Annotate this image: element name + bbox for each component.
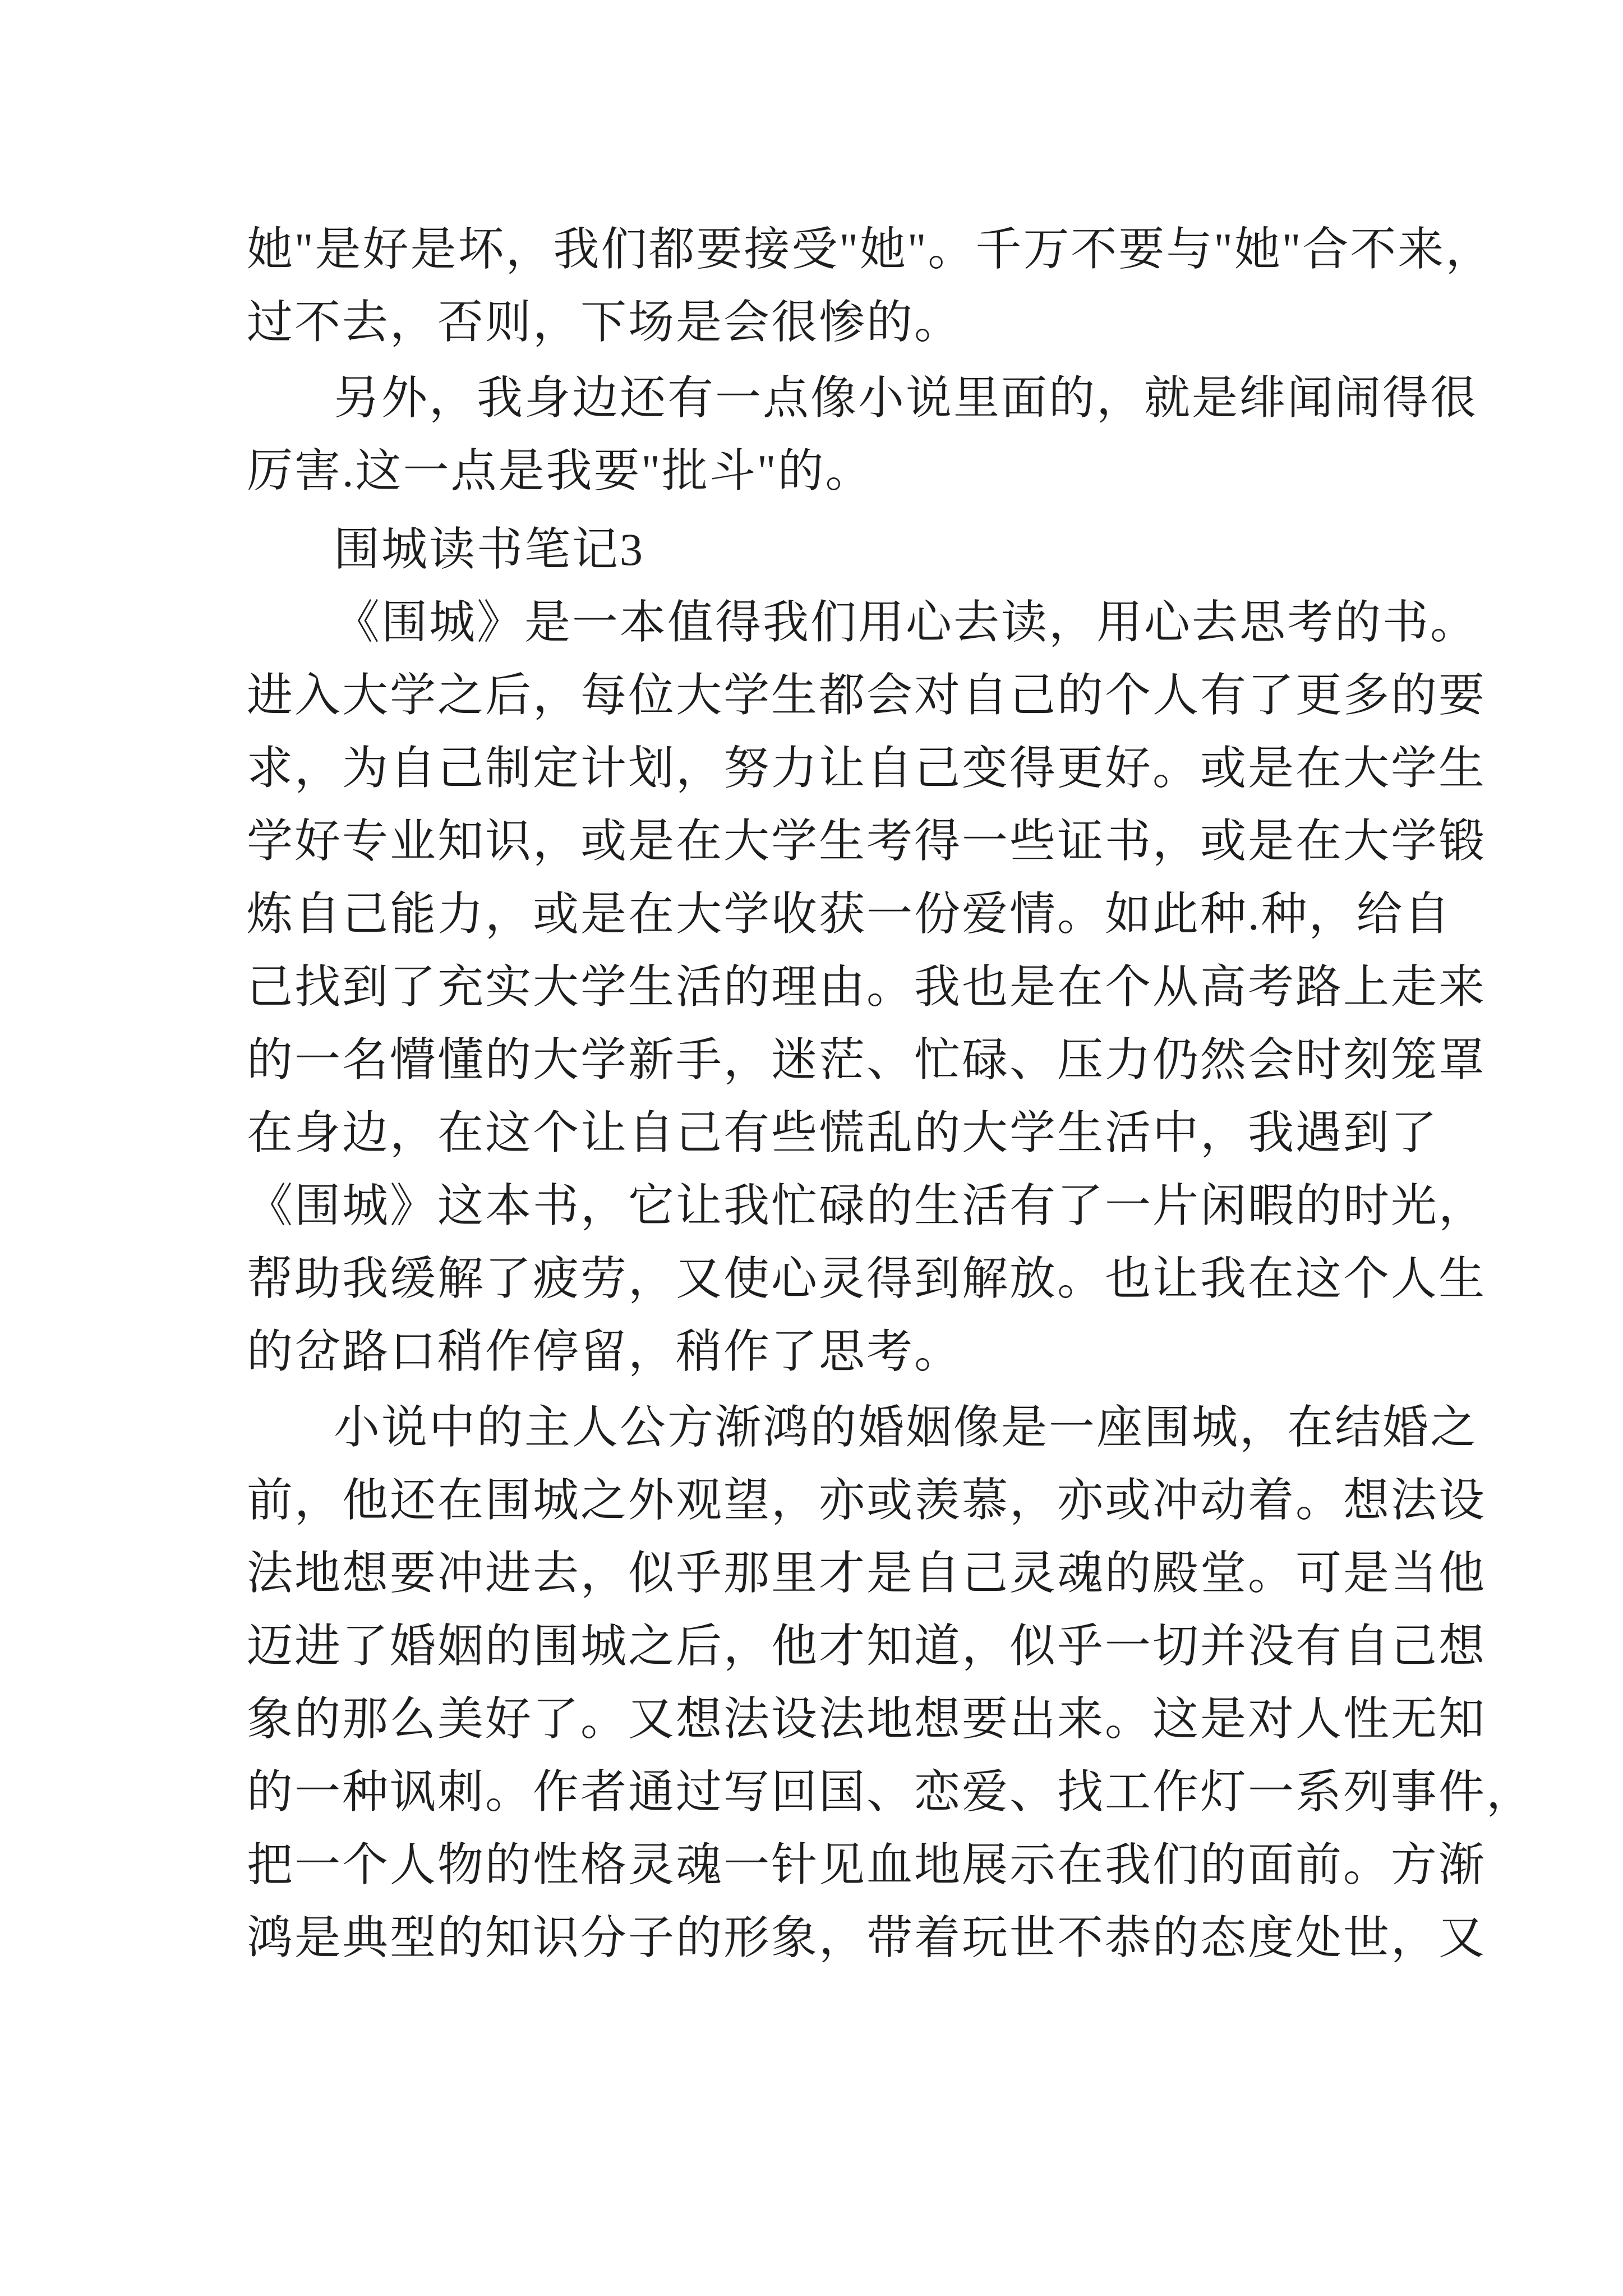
- text-line: 炼自己能力，或是在大学收获一份爱情。如此种.种，给自: [247, 889, 1452, 940]
- text-line: 过不去，否则，下场是会很惨的。: [247, 297, 962, 348]
- text-line: 《围城》这本书，它让我忙碌的生活有了一片闲暇的时光，: [247, 1180, 1487, 1231]
- text-line: 前，他还在围城之外观望，亦或羡慕，亦或冲动着。想法设: [247, 1475, 1487, 1526]
- text-line: 的一名懵懂的大学新手，迷茫、忙碌、压力仍然会时刻笼罩: [247, 1034, 1487, 1085]
- section-heading: 围城读书笔记3: [334, 524, 645, 575]
- text-line: 鸿是典型的知识分子的形象，带着玩世不恭的态度处世，又: [247, 1912, 1487, 1963]
- text-line: 学好专业知识，或是在大学生考得一些证书，或是在大学锻: [247, 816, 1487, 867]
- text-line: 《围城》是一本值得我们用心去读，用心去思考的书。: [334, 597, 1478, 648]
- text-line: 进入大学之后，每位大学生都会对自己的个人有了更多的要: [247, 670, 1487, 721]
- text-line: 她"是好是坏，我们都要接受"她"。千万不要与"她"合不来，: [247, 224, 1493, 275]
- text-line: 的一种讽刺。作者通过写回国、恋爱、找工作灯一系列事件，: [247, 1766, 1534, 1818]
- text-line: 象的那么美好了。又想法设法地想要出来。这是对人性无知: [247, 1694, 1487, 1745]
- text-line: 厉害.这一点是我要"批斗"的。: [247, 445, 873, 496]
- text-line: 的岔路口稍作停留，稍作了思考。: [247, 1326, 962, 1377]
- text-line: 法地想要冲进去，似乎那里才是自己灵魂的殿堂。可是当他: [247, 1548, 1487, 1599]
- text-line: 另外，我身边还有一点像小说里面的，就是绯闻闹得很: [334, 372, 1478, 424]
- text-line: 求，为自己制定计划，努力让自己变得更好。或是在大学生: [247, 743, 1487, 794]
- text-line: 小说中的主人公方渐鸿的婚姻像是一座围城，在结婚之: [334, 1402, 1478, 1453]
- text-line: 帮助我缓解了疲劳，又使心灵得到解放。也让我在这个人生: [247, 1253, 1487, 1304]
- text-line: 把一个人物的性格灵魂一针见血地展示在我们的面前。方渐: [247, 1839, 1487, 1890]
- text-line: 迈进了婚姻的围城之后，他才知道，似乎一切并没有自己想: [247, 1621, 1487, 1672]
- text-line: 在身边，在这个让自己有些慌乱的大学生活中，我遇到了: [247, 1107, 1439, 1158]
- text-line: 己找到了充实大学生活的理由。我也是在个从高考路上走来: [247, 961, 1487, 1013]
